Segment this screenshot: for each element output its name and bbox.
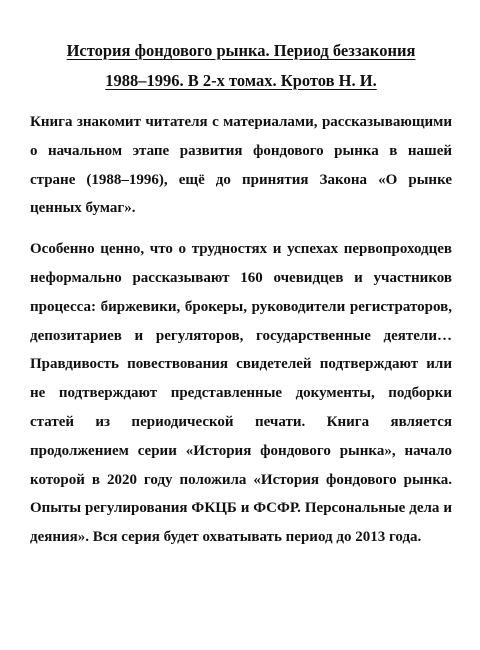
- book-title-line-2: 1988–1996. В 2-х томах. Кротов Н. И.: [105, 71, 377, 90]
- description-paragraph-2: Особенно ценно, что о трудностях и успехах первопроходцев неформально рассказывают 160 очевидцев и участников процесса: биржевики, брокеры, руководители регистраторов, депозитариев и регуляторов, государственные деятели… Правдивость повествования свидетелей подтверждают или не подтверждают представленные документы, подборки статей из периодической печати. Книга является продолжением серии «История фондового рынка», начало которой в 2020 году положила «История фондового рынка. Опыты регулирования ФКЦБ и ФСФР. Персональные дела и деяния». Вся серия будет охватывать период до 2013 года.: [30, 241, 452, 546]
- description-paragraph-1: Книга знакомит читателя с материалами, рассказывающими о начальном этапе развития фондового рынка в нашей стране (1988–1996), ещё до принятия Закона «О рынке ценных бумаг».: [30, 114, 452, 217]
- book-title-line-1: История фондового рынка. Период беззакония: [66, 41, 416, 60]
- book-title: [30, 36, 452, 96]
